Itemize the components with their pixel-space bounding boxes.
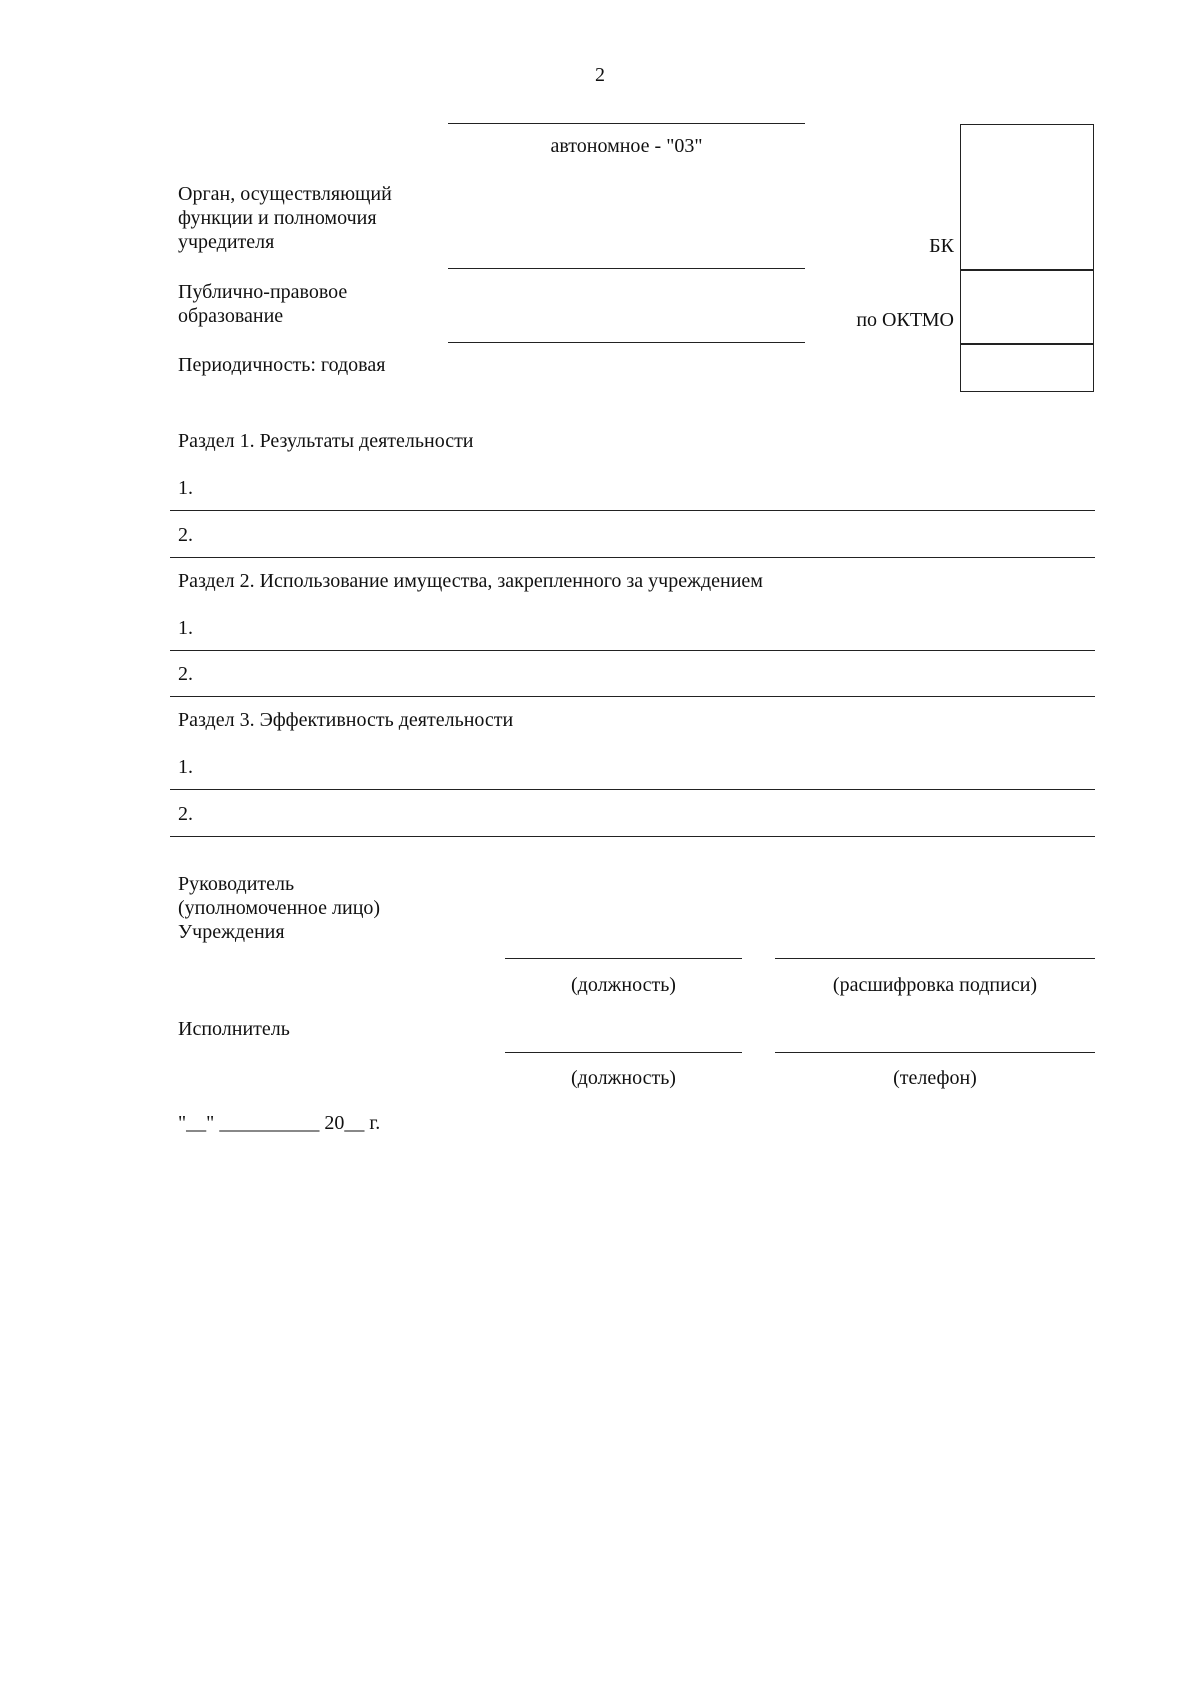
executor-phone-field[interactable] [775, 1052, 1095, 1053]
section-1-item-1: 1. [178, 477, 193, 499]
institution-type-top-line [448, 123, 805, 124]
executor-label: Исполнитель [178, 1018, 290, 1040]
codes-box [960, 124, 1094, 392]
section-1-item-1-line[interactable] [170, 510, 1095, 511]
executor-position-caption: (должность) [571, 1067, 676, 1089]
founder-label: Орган, осуществляющий функции и полномочия учредителя [178, 183, 392, 253]
head-label: Руководитель (уполномоченное лицо) Учреждения [178, 873, 381, 943]
code-oktmo-label: по ОКТМО [856, 309, 954, 331]
section-3-item-2-line[interactable] [170, 836, 1095, 837]
section-2-item-1: 1. [178, 617, 193, 639]
executor-phone-caption: (телефон) [893, 1067, 977, 1089]
institution-type: автономное - "03" [550, 135, 703, 157]
section-2-title: Раздел 2. Использование имущества, закрепленного за учреждением [178, 570, 763, 592]
date-line[interactable]: "__" __________ 20__ г. [178, 1112, 381, 1134]
public-entity-label: Публично-правовое образование [178, 281, 348, 327]
section-2-item-2: 2. [178, 663, 193, 685]
section-1-item-2-line[interactable] [170, 557, 1095, 558]
executor-position-field[interactable] [505, 1052, 742, 1053]
head-position-field[interactable] [505, 958, 742, 959]
founder-field[interactable] [448, 268, 805, 269]
section-1-title: Раздел 1. Результаты деятельности [178, 430, 474, 452]
section-3-item-1: 1. [178, 756, 193, 778]
head-signature-caption: (расшифровка подписи) [832, 974, 1038, 996]
section-3-title: Раздел 3. Эффективность деятельности [178, 709, 514, 731]
section-2-item-2-line[interactable] [170, 696, 1095, 697]
page-number: 2 [595, 64, 605, 86]
codes-box-divider-1 [960, 269, 1094, 271]
section-3-item-2: 2. [178, 803, 193, 825]
code-bk-label: БК [929, 235, 954, 257]
section-3-item-1-line[interactable] [170, 789, 1095, 790]
periodicity: Периодичность: годовая [178, 354, 386, 376]
codes-box-divider-2 [960, 343, 1094, 345]
section-2-item-1-line[interactable] [170, 650, 1095, 651]
public-entity-field[interactable] [448, 342, 805, 343]
section-1-item-2: 2. [178, 524, 193, 546]
head-signature-field[interactable] [775, 958, 1095, 959]
head-position-caption: (должность) [571, 974, 676, 996]
